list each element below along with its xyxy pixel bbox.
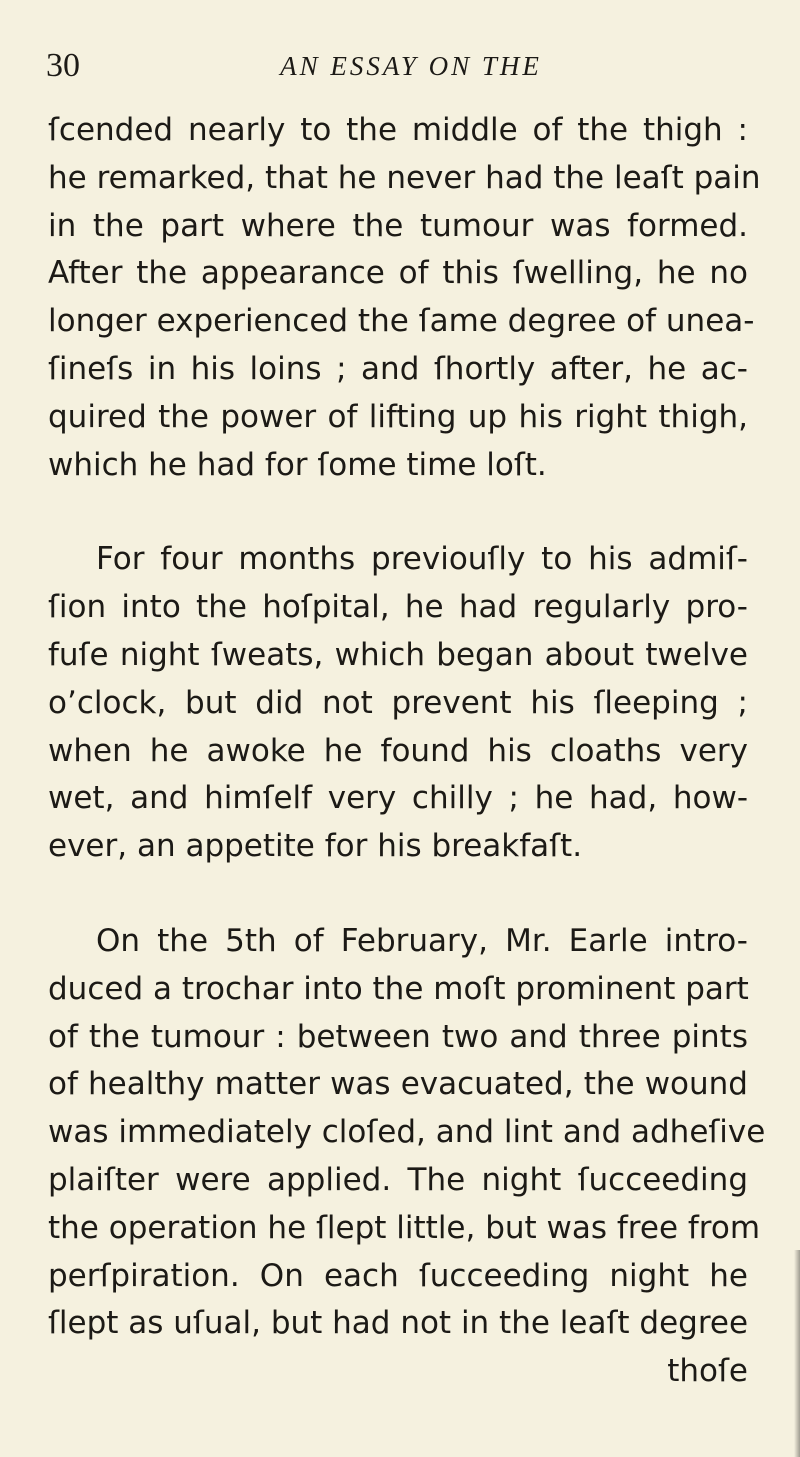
text-line: in the part where the tumour was formed. [48, 207, 748, 244]
text-line: longer experienced the ſame degree of unea- [48, 303, 755, 340]
catchword: thoſe [667, 1353, 748, 1390]
text-line: of the tumour : between two and three pints [48, 1018, 748, 1055]
text-line: On the 5th of February, Mr. Earle intro- [96, 922, 748, 959]
text-line: o’clock, but did not prevent his ſleeping ; [48, 684, 748, 721]
text-line: ever, an appetite for his breakfaſt. [48, 828, 583, 865]
body-text [48, 107, 766, 1396]
text-line: After the appearance of this ſwelling, he no [48, 255, 748, 292]
text-line: fuſe night ſweats, which began about twelve [48, 636, 748, 673]
text-line: ſlept as uſual, but had not in the leaſt degree [48, 1305, 749, 1342]
paragraph-2 [48, 536, 748, 871]
text-line: ſcended nearly to the middle of the thigh : [48, 112, 748, 148]
text-line: he remarked, that he never had the leaſt pain [48, 159, 761, 196]
text-line: plaiſter were applied. The night ſucceeding [48, 1161, 748, 1198]
page-number: 30 [46, 47, 80, 84]
text-line: duced a trochar into the moſt prominent part [48, 970, 749, 1007]
text-line: quired the power of lifting up his right thigh, [48, 398, 748, 435]
text-line: perſpiration. On each ſucceeding night he [48, 1257, 748, 1294]
page-edge-shadow [794, 1250, 800, 1457]
text-line: which he had for ſome time loſt. [48, 446, 547, 483]
text-line: the operation he ſlept little, but was free from [48, 1209, 761, 1246]
running-head: AN ESSAY ON THE [280, 51, 542, 81]
text-line: was immediately cloſed, and lint and adheſive [48, 1114, 766, 1151]
text-line: when he awoke he found his cloaths very [48, 732, 748, 769]
paragraph-3 [48, 918, 766, 1348]
text-line: For four months previouſly to his admiſ- [96, 541, 748, 578]
text-line: ſineſs in his loins ; and ſhortly after, he ac- [48, 350, 748, 387]
text-line: ſion into the hoſpital, he had regularly pro- [48, 589, 748, 626]
text-line: wet, and himſelf very chilly ; he had, how- [48, 780, 748, 817]
text-line: of healthy matter was evacuated, the wound [48, 1066, 748, 1103]
page-header [46, 46, 746, 86]
paragraph-1 [48, 107, 761, 489]
